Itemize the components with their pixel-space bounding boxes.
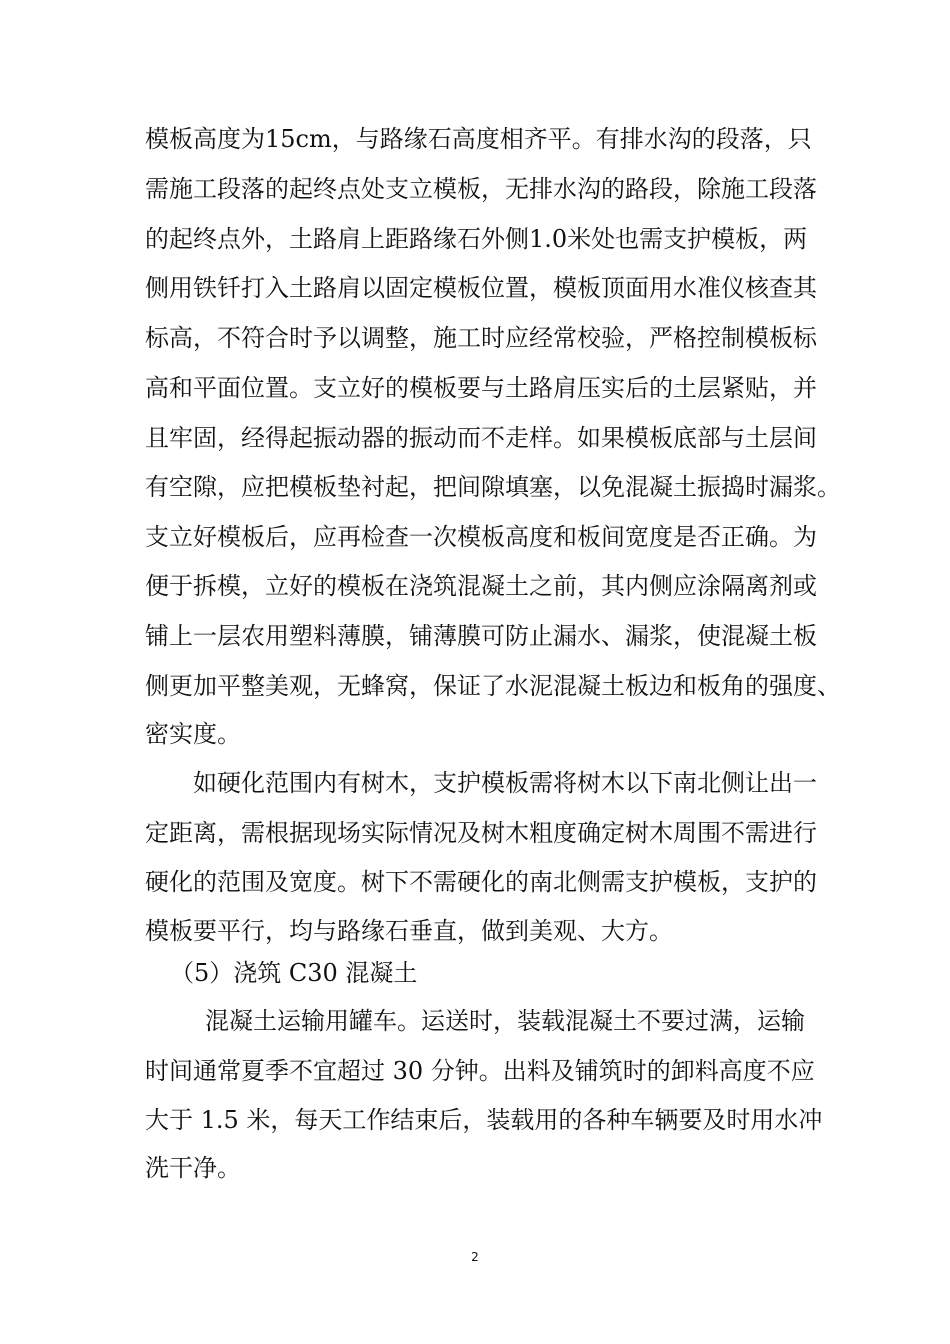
- body-text-line: 需施工段落的起终点处支立模板，无排水沟的路段，除施工段落: [145, 175, 817, 203]
- body-text-line: 定距离，需根据现场实际情况及树木粗度确定树木周围不需进行: [145, 819, 817, 847]
- body-text-line: 侧更加平整美观，无蜂窝，保证了水泥混凝土板边和板角的强度、: [145, 672, 841, 700]
- body-text-line: 高和平面位置。支立好的模板要与土路肩压实后的土层紧贴，并: [145, 374, 817, 402]
- body-text-line: 有空隙，应把模板垫衬起，把间隙填塞，以免混凝土振捣时漏浆。: [145, 473, 841, 501]
- body-text-line: 便于拆模，立好的模板在浇筑混凝土之前，其内侧应涂隔离剂或: [145, 572, 817, 600]
- body-text-line: 混凝土运输用罐车。运送时，装载混凝土不要过满，运输: [205, 1007, 805, 1035]
- body-text-line: 标高，不符合时予以调整，施工时应经常校验，严格控制模板标: [145, 324, 817, 352]
- body-text-line: 如硬化范围内有树木，支护模板需将树木以下南北侧让出一: [193, 769, 817, 797]
- page-number: 2: [471, 1250, 479, 1264]
- body-text-line: 模板要平行，均与路缘石垂直，做到美观、大方。: [145, 917, 673, 945]
- body-text-line: 硬化的范围及宽度。树下不需硬化的南北侧需支护模板，支护的: [145, 868, 817, 896]
- body-text-line: 模板高度为15cm，与路缘石高度相齐平。有排水沟的段落，只: [145, 125, 812, 153]
- body-text-line: 洗干净。: [145, 1154, 241, 1182]
- body-text-line: 时间通常夏季不宜超过 30 分钟。出料及铺筑时的卸料高度不应: [145, 1057, 815, 1085]
- body-text-line: 大于 1.5 米，每天工作结束后，装载用的各种车辆要及时用水冲: [145, 1106, 823, 1134]
- body-text-line: 且牢固，经得起振动器的振动而不走样。如果模板底部与土层间: [145, 424, 817, 452]
- body-text-line: 侧用铁钎打入土路肩以固定模板位置，模板顶面用水准仪核查其: [145, 274, 817, 302]
- body-text-line: 支立好模板后，应再检查一次模板高度和板间宽度是否正确。为: [145, 523, 817, 551]
- body-text-line: 的起终点外，土路肩上距路缘石外侧1.0米处也需支护模板，两: [145, 225, 808, 253]
- section-heading: （5）浇筑 C30 混凝土: [170, 959, 418, 987]
- body-text-line: 密实度。: [145, 720, 241, 748]
- body-text-line: 铺上一层农用塑料薄膜，铺薄膜可防止漏水、漏浆，使混凝土板: [145, 622, 817, 650]
